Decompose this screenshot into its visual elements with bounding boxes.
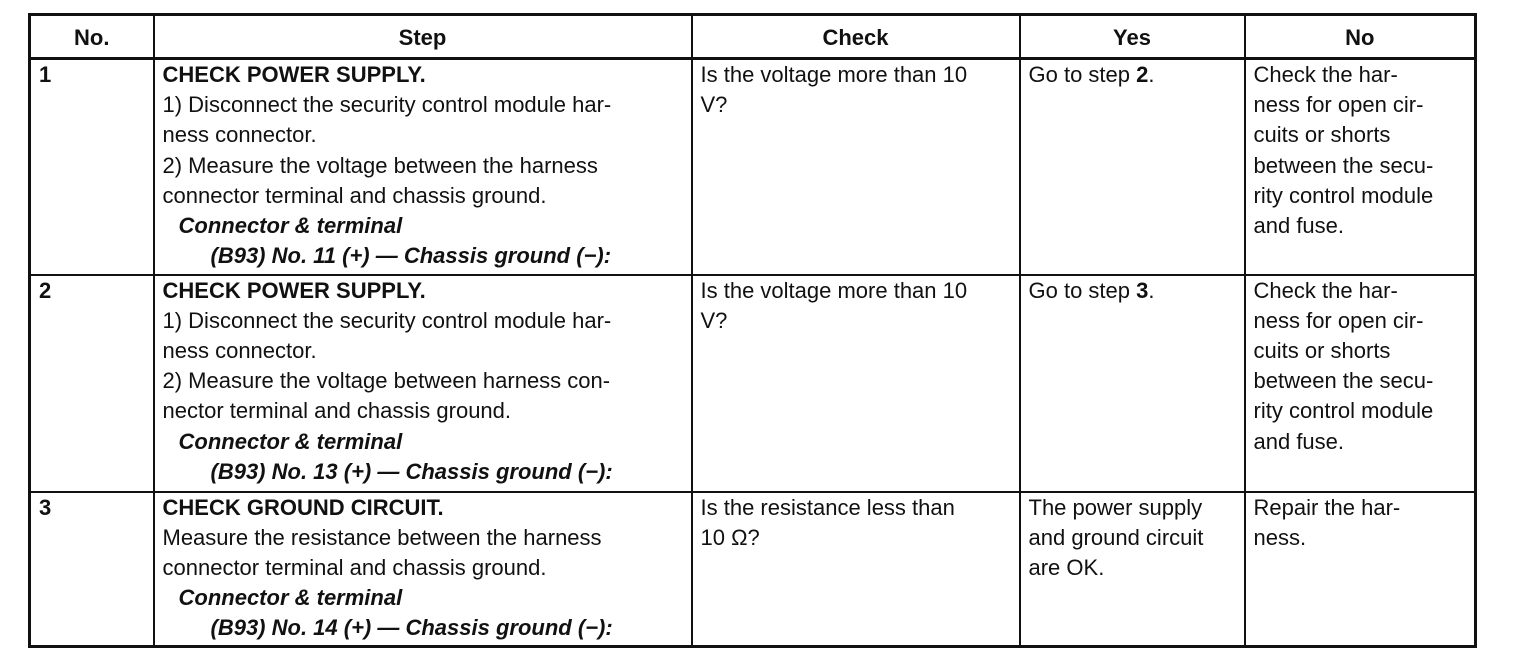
table-header-row bbox=[30, 15, 1476, 59]
header-no: No. bbox=[30, 15, 154, 59]
connector-label: Connector & terminal bbox=[178, 585, 403, 611]
step-text-line: ness connector. bbox=[162, 122, 317, 148]
no-text-line: cuits or shorts bbox=[1253, 122, 1391, 148]
no-text-line: between the secu- bbox=[1253, 152, 1434, 178]
step-text-line: Measure the resistance between the harness bbox=[162, 524, 602, 550]
check-text-line: Is the voltage more than 10 bbox=[700, 62, 968, 87]
table-row bbox=[30, 492, 1476, 647]
connector-label: Connector & terminal bbox=[178, 213, 403, 239]
yes-goto-suffix: . bbox=[1148, 277, 1155, 303]
yes-goto-step: 3 bbox=[1136, 277, 1149, 303]
step-text-line: 1) Disconnect the security control module har- bbox=[162, 92, 612, 118]
no-text-line: ness for open cir- bbox=[1253, 307, 1424, 333]
check-text-line: 10 Ω? bbox=[700, 524, 760, 550]
no-text-line: Check the har- bbox=[1253, 62, 1398, 87]
step-text-line: ness connector. bbox=[162, 337, 317, 363]
no-cell bbox=[1245, 492, 1476, 647]
diagnosis-table bbox=[28, 13, 1477, 648]
connector-spec: (B93) No. 14 (+) — Chassis ground (−): bbox=[210, 615, 613, 641]
header-no-action: No bbox=[1245, 15, 1476, 59]
check-text-line: Is the voltage more than 10 bbox=[700, 277, 968, 303]
step-number: 3 bbox=[30, 492, 154, 647]
no-text-line: and fuse. bbox=[1253, 213, 1345, 239]
step-cell bbox=[154, 492, 692, 647]
no-text-line: ness for open cir- bbox=[1253, 92, 1424, 118]
step-cell bbox=[154, 59, 692, 275]
yes-cell bbox=[1020, 275, 1245, 492]
check-text-line: V? bbox=[700, 307, 728, 333]
no-text-line: between the secu- bbox=[1253, 368, 1434, 394]
no-cell bbox=[1245, 59, 1476, 275]
step-text-line: nector terminal and chassis ground. bbox=[162, 398, 512, 424]
connector-spec: (B93) No. 11 (+) — Chassis ground (−): bbox=[210, 243, 612, 269]
step-title: CHECK GROUND CIRCUIT. bbox=[162, 494, 444, 520]
step-text-line: 2) Measure the voltage between harness con- bbox=[162, 368, 611, 394]
no-text-line: rity control module bbox=[1253, 398, 1434, 424]
yes-cell bbox=[1020, 59, 1245, 275]
step-number: 2 bbox=[30, 275, 154, 492]
step-title: CHECK POWER SUPPLY. bbox=[162, 62, 426, 87]
check-cell bbox=[692, 275, 1020, 492]
yes-goto-step: 2 bbox=[1136, 62, 1149, 87]
connector-spec: (B93) No. 13 (+) — Chassis ground (−): bbox=[210, 458, 613, 484]
no-text-line: cuits or shorts bbox=[1253, 337, 1391, 363]
no-text-line: ness. bbox=[1253, 524, 1307, 550]
yes-cell bbox=[1020, 492, 1245, 647]
yes-goto-suffix: . bbox=[1148, 62, 1155, 87]
check-cell bbox=[692, 492, 1020, 647]
no-text-line: Check the har- bbox=[1253, 277, 1398, 303]
yes-goto-text: Go to step bbox=[1028, 62, 1137, 87]
header-step: Step bbox=[154, 15, 692, 59]
table-row bbox=[30, 275, 1476, 492]
no-cell bbox=[1245, 275, 1476, 492]
step-cell bbox=[154, 275, 692, 492]
header-check: Check bbox=[692, 15, 1020, 59]
header-yes: Yes bbox=[1020, 15, 1245, 59]
check-text-line: Is the resistance less than bbox=[700, 494, 955, 520]
yes-text-line: and ground circuit bbox=[1028, 524, 1204, 550]
yes-goto-text: Go to step bbox=[1028, 277, 1137, 303]
step-text-line: connector terminal and chassis ground. bbox=[162, 182, 547, 208]
no-text-line: rity control module bbox=[1253, 182, 1434, 208]
step-text-line: 2) Measure the voltage between the harness bbox=[162, 152, 598, 178]
connector-label: Connector & terminal bbox=[178, 428, 403, 454]
yes-text-line: The power supply bbox=[1028, 494, 1203, 520]
check-cell bbox=[692, 59, 1020, 275]
no-text-line: and fuse. bbox=[1253, 428, 1345, 454]
step-text-line: connector terminal and chassis ground. bbox=[162, 554, 547, 580]
step-text-line: 1) Disconnect the security control module har- bbox=[162, 307, 612, 333]
step-number: 1 bbox=[30, 59, 154, 275]
yes-text-line: are OK. bbox=[1028, 554, 1105, 580]
check-text-line: V? bbox=[700, 92, 728, 118]
no-text-line: Repair the har- bbox=[1253, 494, 1401, 520]
step-title: CHECK POWER SUPPLY. bbox=[162, 277, 426, 303]
table-row bbox=[30, 59, 1476, 275]
